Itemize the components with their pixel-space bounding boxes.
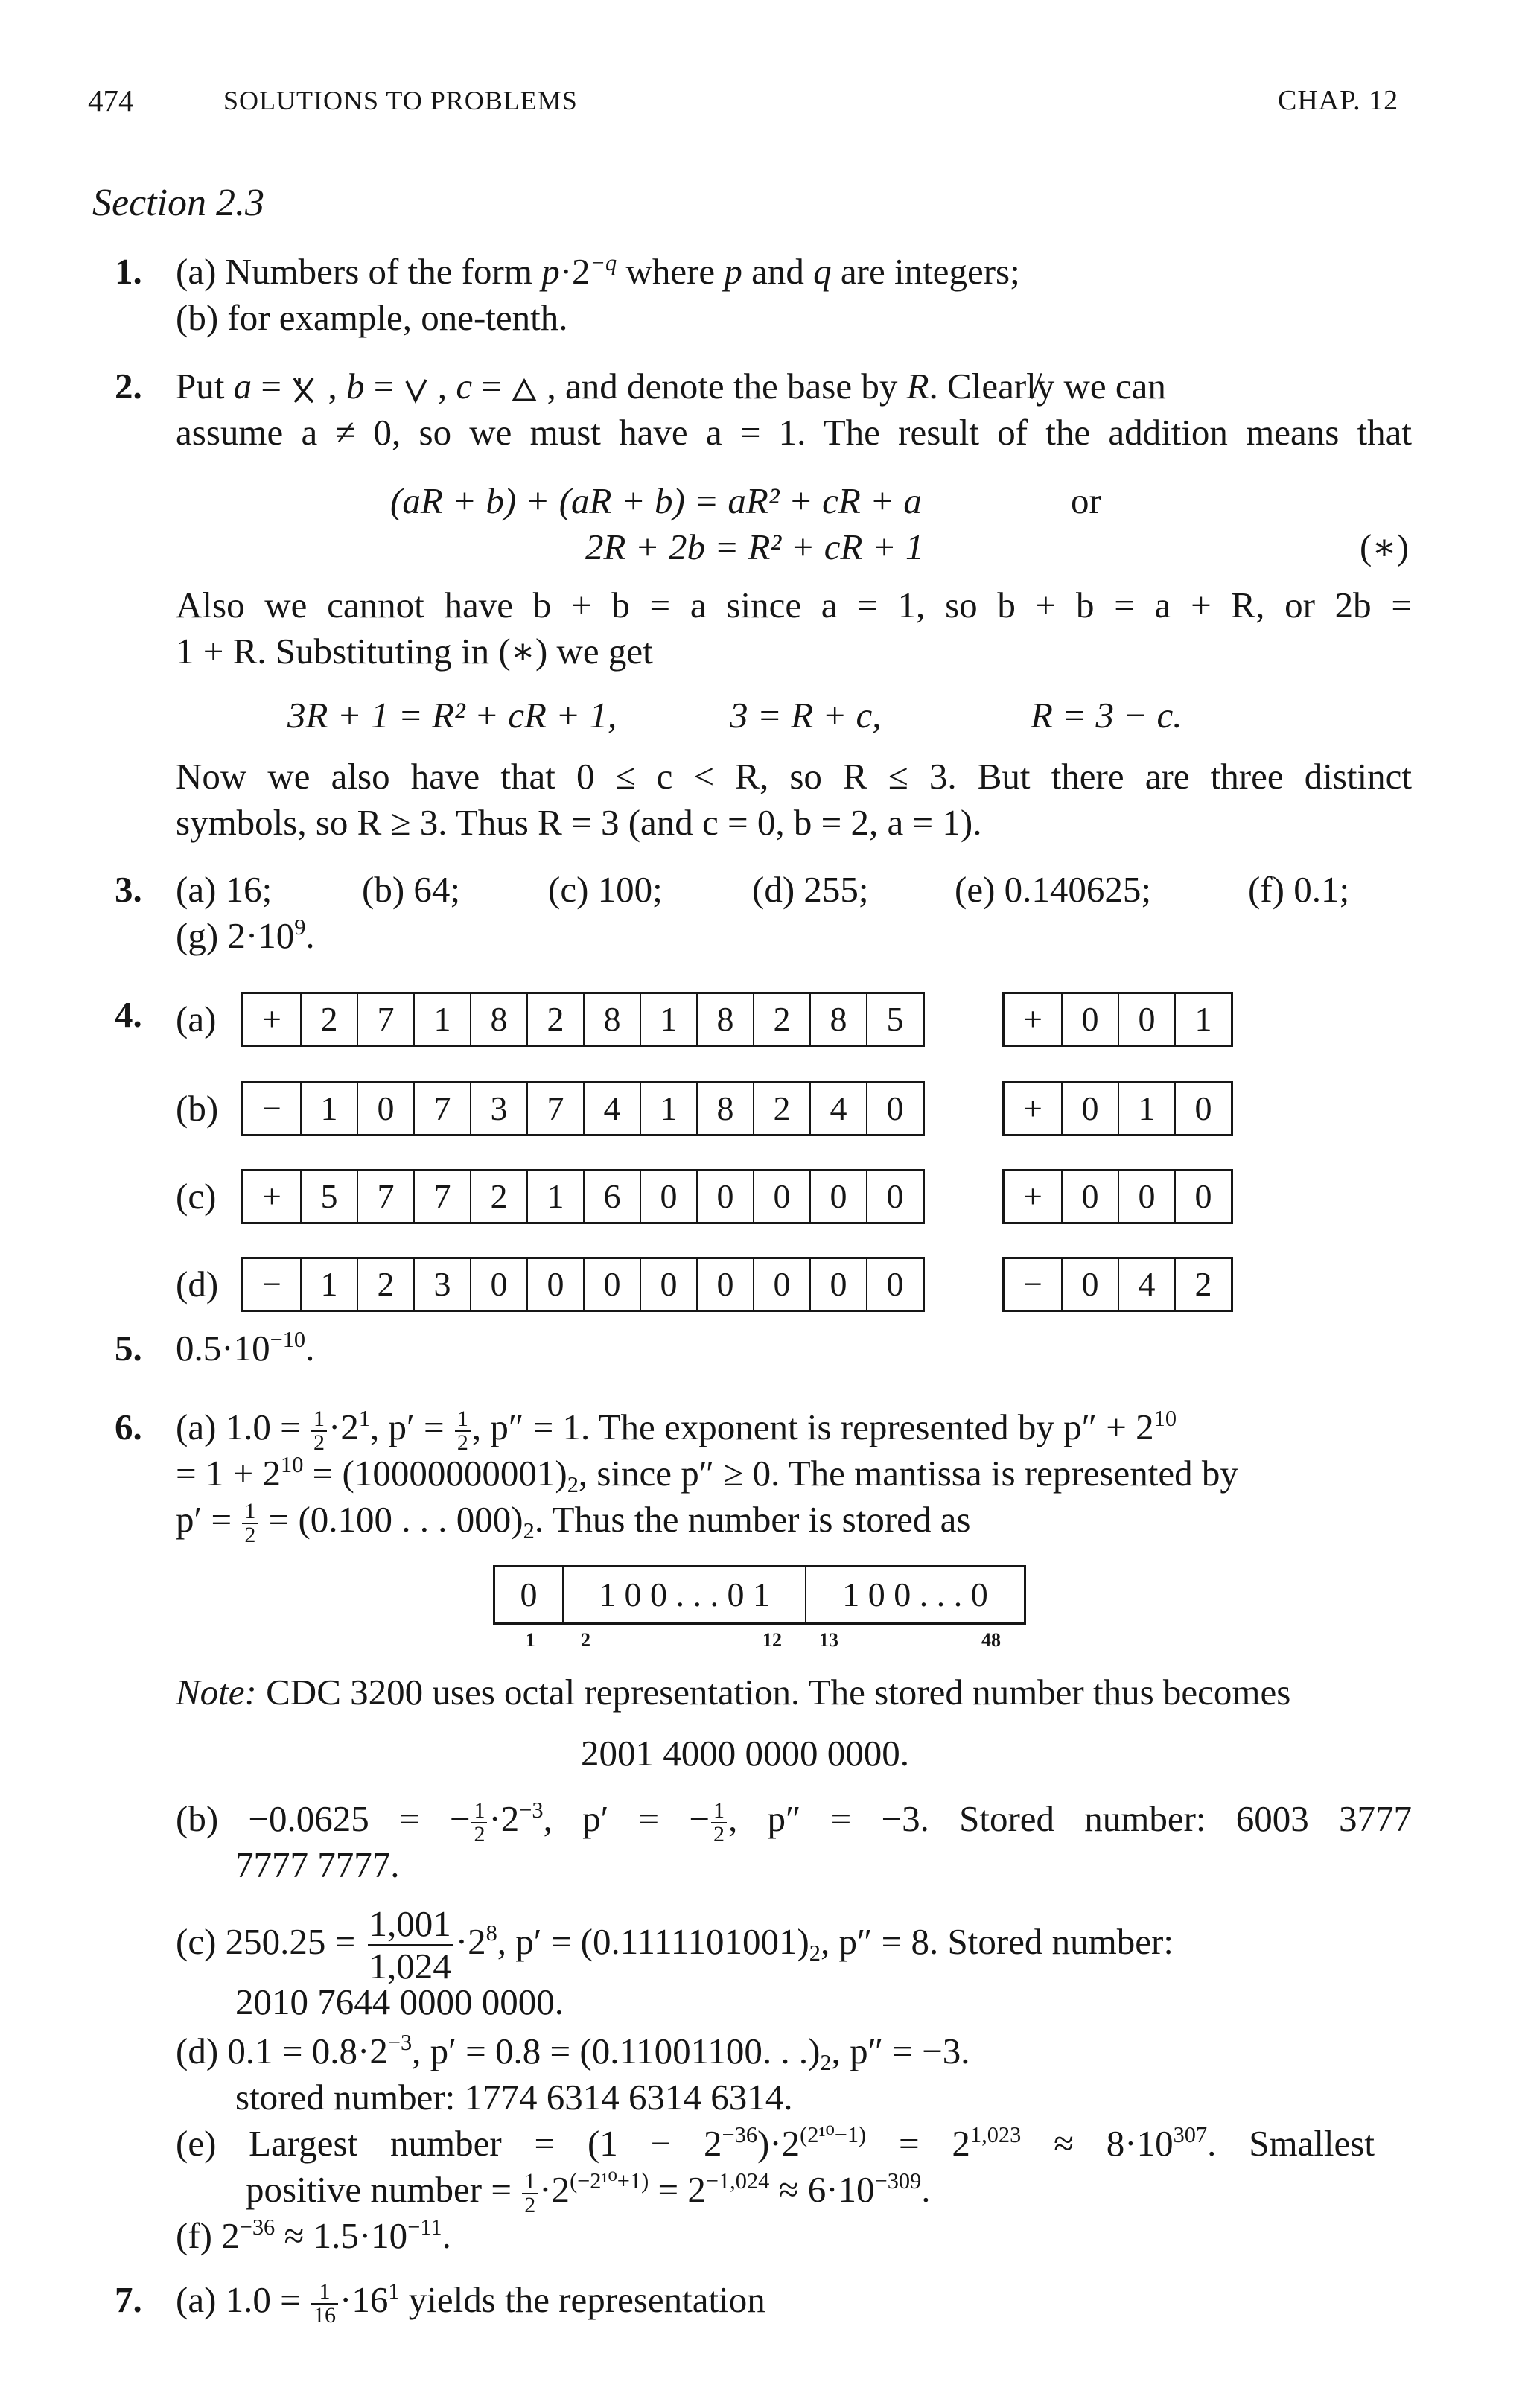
text: and (742, 251, 814, 292)
digit-cell: 3 (413, 1259, 470, 1310)
digit-cell: 1 (300, 1083, 357, 1134)
text: where (617, 251, 725, 292)
digit-cell: 7 (357, 994, 413, 1045)
exponent: 8 (485, 1920, 497, 1946)
digit-cell: 0 (526, 1259, 583, 1310)
digit-cell: 0 (809, 1171, 866, 1222)
exponent-register (1002, 1081, 1233, 1136)
digit-cell: 0 (1118, 994, 1174, 1045)
digit-cell: 4 (583, 1083, 640, 1134)
subscript: 2 (523, 1518, 535, 1544)
digit-cell: 1 (640, 1083, 696, 1134)
digit-cell: 0 (866, 1171, 923, 1222)
exponent: −36 (239, 2214, 276, 2240)
register-row-label: (a) (176, 998, 217, 1039)
problem-number-5: 5. (115, 1328, 142, 1369)
denominator: 2 (456, 1430, 468, 1455)
exponent: −1,024 (705, 2167, 770, 2194)
text: (d) 0.1 = 0.8·2 (176, 2030, 388, 2071)
digit-cell: 1 (640, 994, 696, 1045)
equation-or: or (1071, 480, 1101, 521)
exponent: (−2¹⁰+1) (570, 2167, 649, 2194)
note-label: Note: (176, 1672, 257, 1713)
text: ·2 (488, 1798, 520, 1839)
digit-cell: 1 (300, 1259, 357, 1310)
problem-number-4: 4. (115, 994, 142, 1035)
text: = 2 (866, 2123, 970, 2164)
stored-word-box (493, 1565, 1026, 1625)
numerator: 1 (711, 1800, 727, 1823)
digit-cell: 7 (526, 1083, 583, 1134)
digit-cell: 0 (1174, 1083, 1231, 1134)
text: = 1 + 2 (176, 1453, 281, 1494)
exponent: −3 (519, 1797, 544, 1823)
register-row-label: (c) (176, 1176, 217, 1217)
digit-cell: 1 (1174, 994, 1231, 1045)
text: )·2 (757, 2123, 800, 2164)
digit-cell: 8 (470, 994, 526, 1045)
mantissa-register (241, 1081, 925, 1136)
text: (c) 250.25 = (176, 1921, 365, 1962)
text: (b) −0.0625 = − (176, 1798, 471, 1839)
digit-cell: 0 (1061, 994, 1118, 1045)
problem-2-line-2: assume a ≠ 0, so we must have a = 1. The result of the addition means that (176, 412, 1412, 453)
text: . Smallest (1207, 2123, 1375, 2164)
text: (a) 1.0 = (176, 1407, 311, 1447)
text: p′ = (176, 1499, 241, 1540)
text: , p′ = (0.1111101001) (497, 1921, 809, 1962)
fraction-half (471, 1797, 487, 1847)
problem-6f (176, 2213, 451, 2259)
exponent: 1,023 (970, 2121, 1022, 2147)
digit-cell: 0 (1061, 1259, 1118, 1310)
chapter-label: CHAP. 12 (1278, 85, 1399, 116)
equation-star-label: (∗) (1360, 526, 1409, 567)
text: positive number = (246, 2169, 521, 2210)
text: (g) 2·10 (176, 915, 295, 956)
problem-3-item-e: (e) 0.140625; (955, 869, 1151, 910)
digit-cell: 0 (753, 1259, 809, 1310)
denominator: 2 (474, 1821, 485, 1847)
text: (a) Numbers of the form (176, 251, 542, 292)
bit-label: 12 (762, 1629, 782, 1651)
exponent: 307 (1173, 2121, 1208, 2147)
text: , (428, 366, 456, 407)
problem-number-1: 1. (115, 251, 142, 292)
var-c: c (456, 366, 473, 407)
digit-cell: 8 (809, 994, 866, 1045)
exponent: −11 (407, 2214, 442, 2240)
sign-cell: − (262, 1265, 281, 1303)
text: , p″ = −3. Stored number: 6003 3777 (728, 1798, 1412, 1839)
text: ·2 (559, 251, 590, 292)
subscript: 2 (809, 1940, 821, 1966)
exponent: −36 (722, 2121, 758, 2147)
problem-number-7: 7. (115, 2279, 142, 2320)
digit-cell: 1 (526, 1171, 583, 1222)
denominator: 2 (244, 1522, 256, 1547)
digit-cell: 0 (583, 1259, 640, 1310)
digit-cell: 8 (696, 1083, 753, 1134)
text: , p″ = −3. (831, 2030, 970, 2071)
problem-6a-line-1 (176, 1404, 1177, 1454)
numerator: 1 (471, 1800, 487, 1823)
digit-cell: 7 (413, 1083, 470, 1134)
var-b: b (346, 366, 365, 407)
subscript: 2 (567, 1472, 579, 1498)
equation-3c: R = 3 − c. (1031, 695, 1182, 736)
text: , p′ = 0.8 = (0.11001100. . .) (412, 2030, 821, 2071)
text: = (472, 366, 512, 407)
digit-cell: 3 (470, 1083, 526, 1134)
problem-3-item-b: (b) 64; (362, 869, 460, 910)
subscript: 2 (820, 2050, 832, 2076)
digit-cell: 0 (470, 1259, 526, 1310)
text: (f) 2 (176, 2215, 240, 2256)
digit-cell: 0 (640, 1171, 696, 1222)
digit-cell: 0 (809, 1259, 866, 1310)
exponent: 10 (1153, 1405, 1177, 1431)
problem-6b-line-1 (176, 1796, 1412, 1846)
digit-cell: 8 (696, 994, 753, 1045)
exponent-register (1002, 1169, 1233, 1224)
fraction-half (311, 1408, 327, 1454)
text: ·16 (340, 2279, 389, 2320)
sign-cell: + (1023, 1177, 1042, 1215)
problem-2-line-5: Now we also have that 0 ≤ c < R, so R ≤ 3. But there are three distinct (176, 756, 1412, 797)
problem-6c-line-2: 2010 7644 0000 0000. (235, 1981, 564, 2022)
problem-number-3: 3. (115, 869, 142, 910)
sign-cell: − (1023, 1265, 1042, 1303)
problem-1-b: (b) for example, one-tenth. (176, 297, 568, 338)
sign-cell: + (1023, 1089, 1042, 1127)
text: , p′ = − (543, 1798, 710, 1839)
text: Put (176, 366, 234, 407)
text: , p″ = 1. The exponent is represented by p″ + 2 (471, 1407, 1154, 1447)
problem-5-text (176, 1325, 314, 1372)
exponent: 9 (294, 914, 306, 940)
mantissa-register (241, 992, 925, 1047)
problem-3-item-a: (a) 16; (176, 869, 273, 910)
denominator: 1,024 (369, 1946, 451, 1987)
problem-2-line-1 (176, 363, 1166, 410)
exponent: −q (590, 249, 617, 275)
text: yields the representation (399, 2279, 765, 2320)
register-row-label: (d) (176, 1264, 219, 1305)
digit-cell: 2 (1174, 1259, 1231, 1310)
register-row-label: (b) (176, 1088, 219, 1129)
text: 0.5·10 (176, 1328, 270, 1369)
digit-cell: 0 (696, 1171, 753, 1222)
digit-cell: 2 (357, 1259, 413, 1310)
numerator: 1 (522, 2170, 538, 2194)
text: (a) 1.0 = (176, 2279, 311, 2320)
denominator: 2 (713, 1821, 725, 1847)
equation-1: (aR + b) + (aR + b) = aR² + cR + a (390, 480, 922, 521)
digit-cell: 8 (583, 994, 640, 1045)
problem-6d-line-2: stored number: 1774 6314 6314 6314. (235, 2077, 793, 2118)
numerator: 1 (242, 1500, 258, 1524)
problem-7-text (176, 2277, 765, 2327)
problem-3-item-d: (d) 255; (752, 869, 869, 910)
equation-3a: 3R + 1 = R² + cR + 1, (287, 695, 617, 736)
digit-cell: 2 (526, 994, 583, 1045)
digit-cell: 6 (583, 1171, 640, 1222)
text: CDC 3200 uses octal representation. The stored number thus becomes (256, 1672, 1291, 1713)
text: , and denote the base by (538, 366, 907, 407)
bit-label: 13 (819, 1629, 838, 1651)
text: ≈ 6·10 (769, 2169, 875, 2210)
problem-1-a (176, 249, 1020, 295)
text: ≈ 8·10 (1021, 2123, 1174, 2164)
exponent: −10 (270, 1326, 306, 1352)
text: . Thus the number is stored as (534, 1499, 971, 1540)
denominator: 2 (313, 1430, 325, 1455)
text: = (364, 366, 404, 407)
word-exponent-cell: 1 0 0 . . . 0 1 (562, 1567, 805, 1622)
text: (e) Largest number = (1 − 2 (176, 2123, 722, 2164)
problem-number-2: 2. (115, 366, 142, 407)
denominator: 16 (313, 2302, 337, 2328)
digit-cell: 4 (809, 1083, 866, 1134)
text: . (921, 2169, 931, 2210)
exponent: 1 (358, 1405, 371, 1431)
numerator: 1 (311, 1408, 327, 1432)
var-q: q (813, 251, 832, 292)
exponent-register (1002, 992, 1233, 1047)
bit-label: 1 (526, 1629, 535, 1651)
symbol-cross-x-icon (290, 374, 319, 407)
digit-cell: 7 (413, 1171, 470, 1222)
exponent: −3 (387, 2029, 413, 2055)
problem-2-line-3: Also we cannot have b + b = a since a = 1, so b + b = a + R, or 2b = (176, 585, 1412, 625)
text: are integers; (831, 251, 1020, 292)
symbol-triangle-icon (511, 378, 538, 403)
digit-cell: 0 (866, 1083, 923, 1134)
fraction-half (242, 1500, 258, 1547)
var-R: R (906, 366, 929, 407)
problem-6-note-value: 2001 4000 0000 0000. (581, 1733, 909, 1774)
var-p: p (724, 251, 742, 292)
fraction-half (522, 2170, 538, 2217)
bit-label: 2 (581, 1629, 590, 1651)
text: ·2 (455, 1921, 486, 1962)
problem-6-note (176, 1669, 1290, 1716)
problem-3-item-g (176, 913, 315, 959)
word-sign-cell: 0 (520, 1576, 538, 1614)
digit-cell: 4 (1118, 1259, 1174, 1310)
text: . (305, 1328, 315, 1369)
problem-6e-line-2 (246, 2167, 931, 2217)
digit-cell: 2 (753, 1083, 809, 1134)
fraction-1001-1024 (368, 1904, 453, 1987)
digit-cell: 5 (300, 1171, 357, 1222)
text: . (305, 915, 315, 956)
mantissa-register (241, 1257, 925, 1312)
text: . (442, 2215, 451, 2256)
digit-cell: 2 (470, 1171, 526, 1222)
running-title: SOLUTIONS TO PROBLEMS (223, 86, 578, 115)
problem-6d-line-1 (176, 2028, 970, 2074)
text: , since p″ ≥ 0. The mantissa is represented by (578, 1453, 1238, 1494)
text: = (0.100 . . . 000) (259, 1499, 523, 1540)
sign-cell: − (262, 1089, 281, 1127)
digit-cell: 2 (753, 994, 809, 1045)
digit-cell: 0 (753, 1171, 809, 1222)
exponent: (2¹⁰−1) (800, 2121, 867, 2147)
digit-cell: 0 (357, 1083, 413, 1134)
page-number: 474 (88, 83, 134, 118)
sign-cell: + (262, 1000, 281, 1038)
digit-cell: 0 (866, 1259, 923, 1310)
sign-cell: + (262, 1177, 281, 1215)
text: = (252, 366, 291, 407)
problem-3-item-c: (c) 100; (548, 869, 663, 910)
text: , (319, 366, 347, 407)
exponent: 1 (388, 2278, 400, 2304)
problem-6a-line-3 (176, 1497, 970, 1547)
text: , p″ = 8. Stored number: (820, 1921, 1174, 1962)
var-a: a (233, 366, 252, 407)
fraction-1-16 (311, 2278, 338, 2328)
fraction-half (711, 1797, 727, 1847)
exponent-register (1002, 1257, 1233, 1312)
digit-cell: 0 (640, 1259, 696, 1310)
equation-2: 2R + 2b = R² + cR + 1 (585, 526, 924, 567)
numerator: 1,001 (368, 1904, 453, 1946)
bit-label: 48 (981, 1629, 1001, 1651)
text: ·2 (328, 1407, 359, 1447)
text: . Clearl̸y we can (929, 366, 1166, 407)
problem-3-item-f: (f) 0.1; (1248, 869, 1350, 910)
problem-number-6: 6. (115, 1407, 142, 1447)
digit-cell: 0 (696, 1259, 753, 1310)
problem-6e-line-1 (176, 2121, 1375, 2167)
exponent: 10 (281, 1451, 304, 1477)
digit-cell: 0 (1061, 1083, 1118, 1134)
problem-2-line-6: symbols, so R ≥ 3. Thus R = 3 (and c = 0, b = 2, a = 1). (176, 802, 982, 843)
digit-cell: 0 (1118, 1171, 1174, 1222)
sign-cell: + (1023, 1000, 1042, 1038)
symbol-check-v-icon (404, 375, 429, 405)
section-title: Section 2.3 (92, 182, 265, 224)
text: = (10000000001) (303, 1453, 567, 1494)
text: = 2 (649, 2169, 706, 2210)
digit-cell: 1 (1118, 1083, 1174, 1134)
digit-cell: 0 (1174, 1171, 1231, 1222)
digit-cell: 7 (357, 1171, 413, 1222)
digit-cell: 5 (866, 994, 923, 1045)
equation-3b: 3 = R + c, (730, 695, 882, 736)
text: , p′ = (370, 1407, 453, 1447)
problem-2-line-4: 1 + R. Substituting in (∗) we get (176, 631, 653, 672)
var-p: p (541, 251, 560, 292)
mantissa-register (241, 1169, 925, 1224)
problem-6b-line-2: 7777 7777. (235, 1844, 400, 1885)
denominator: 2 (524, 2192, 536, 2217)
problem-6c-line-1 (176, 1897, 1174, 1987)
problem-6a-line-2 (176, 1450, 1238, 1497)
numerator: 1 (455, 1408, 471, 1432)
digit-cell: 0 (1061, 1171, 1118, 1222)
digit-cell: 1 (413, 994, 470, 1045)
text: ·2 (539, 2169, 570, 2210)
word-mantissa-cell: 1 0 0 . . . 0 (805, 1567, 1024, 1622)
fraction-half (455, 1408, 471, 1454)
exponent: −309 (874, 2167, 922, 2194)
numerator: 1 (311, 2281, 338, 2305)
text: ≈ 1.5·10 (275, 2215, 408, 2256)
digit-cell: 2 (300, 994, 357, 1045)
